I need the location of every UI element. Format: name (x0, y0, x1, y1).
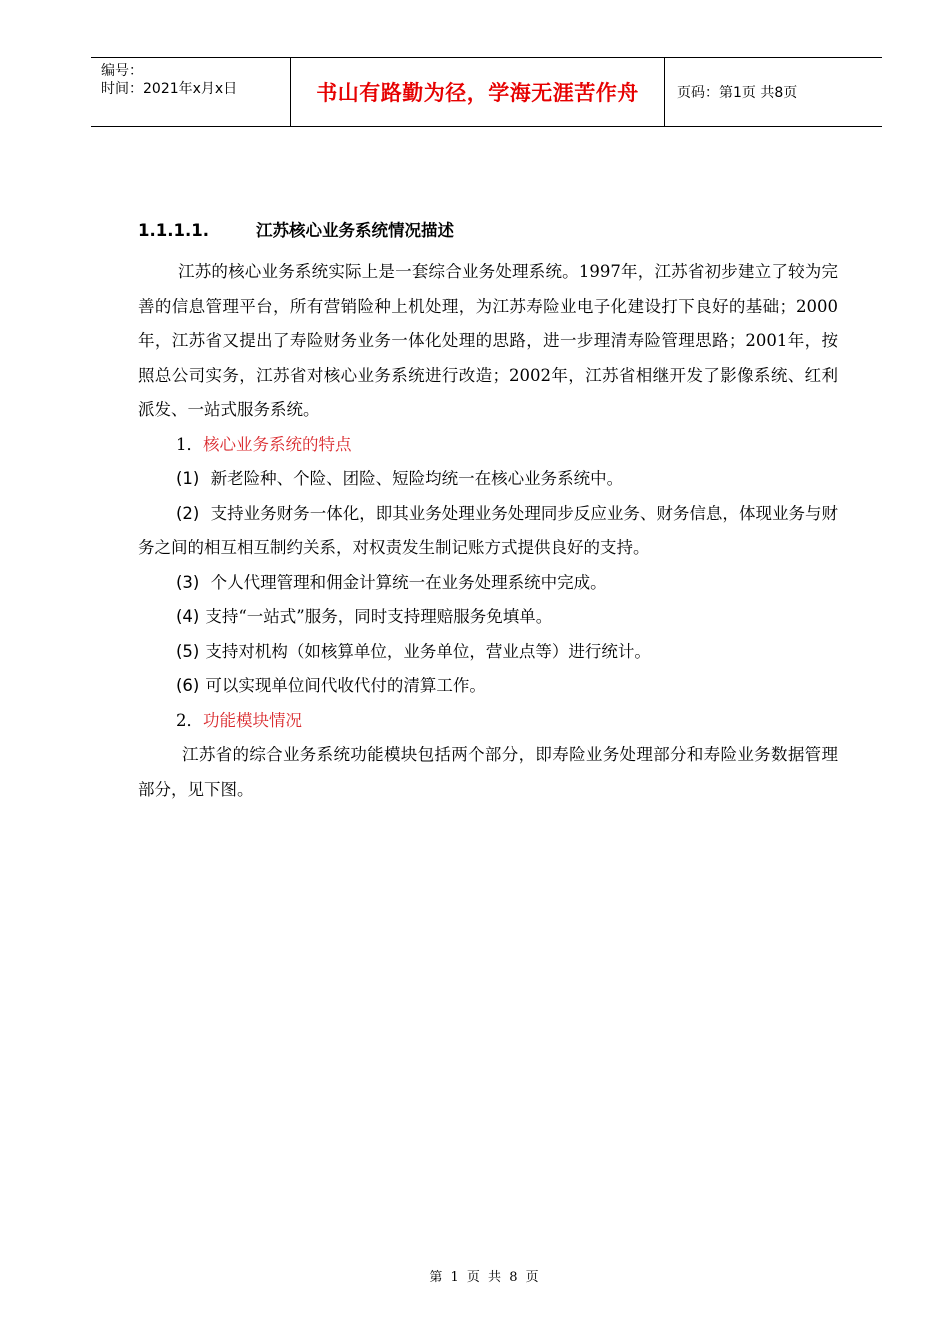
header-motto: 书山有路勤为径，学海无涯苦作舟 (291, 58, 665, 126)
feature-text: 个人代理管理和佣金计算统一在业务处理系统中完成。 (205, 572, 607, 592)
section-title: 江苏核心业务系统情况描述 (256, 221, 454, 240)
feature-label: (1) (176, 469, 200, 488)
section-heading (138, 215, 838, 247)
subsection-number: 1． (176, 434, 203, 454)
section-number: 1.1.1.1. (138, 221, 209, 240)
intro-paragraph: 江苏的核心业务系统实际上是一套综合业务处理系统。1997年，江苏省初步建立了较为完善的信息管理平台，所有营销险种上机处理，为江苏寿险业电子化建设打下良好的基础；2000年，江苏省又提出了寿险财务业务一体化处理的思路，进一步理清寿险管理思路；2001年，按照总公司实务，江苏省对核心业务系统进行改造；2002年，江苏省相继开发了影像系统、红利派发、一站式服务系统。 (138, 262, 838, 419)
feature-text: 支持对机构（如核算单位，业务单位，营业点等）进行统计。 (205, 641, 651, 661)
feature-text: 支持“一站式”服务，同时支持理赔服务免填单。 (205, 607, 553, 626)
feature-item (138, 669, 838, 704)
subsection-number: 2． (176, 710, 203, 730)
feature-text: 支持业务财务一体化，即其业务处理业务处理同步反应业务、财务信息，体现业务与财务之间的相互相互制约关系，对权责发生制记账方式提供良好的支持。 (138, 503, 838, 557)
feature-label: (2) (176, 503, 200, 523)
feature-text: 新老险种、个险、团险、短险均统一在核心业务系统中。 (205, 469, 624, 488)
feature-text: 可以实现单位间代收代付的清算工作。 (205, 676, 486, 695)
subsection-title: 功能模块情况 (203, 710, 302, 730)
closing-paragraph: 江苏省的综合业务系统功能模块包括两个部分，即寿险业务处理部分和寿险业务数据管理部分，见下图。 (138, 745, 838, 799)
header-meta (91, 58, 291, 126)
feature-item (138, 497, 838, 566)
feature-item (138, 635, 838, 670)
feature-item (138, 462, 838, 497)
time-label: 时间：2021年x月x日 (101, 81, 238, 97)
subsection-title: 核心业务系统的特点 (203, 434, 352, 454)
feature-label: (4) (176, 607, 200, 626)
feature-item (138, 600, 838, 635)
feature-item (138, 566, 838, 601)
number-label: 编号： (101, 63, 143, 79)
feature-label: (6) (176, 676, 200, 695)
page-header (91, 57, 882, 127)
feature-label: (5) (176, 641, 200, 661)
subsection-heading-2 (138, 704, 838, 739)
header-page-label: 页码：第1页 共8页 (677, 85, 798, 101)
document-body (138, 215, 838, 807)
page-footer: 第 1 页 共 8 页 (429, 1270, 541, 1285)
feature-label: (3) (176, 572, 200, 592)
subsection-heading-1 (138, 428, 838, 463)
